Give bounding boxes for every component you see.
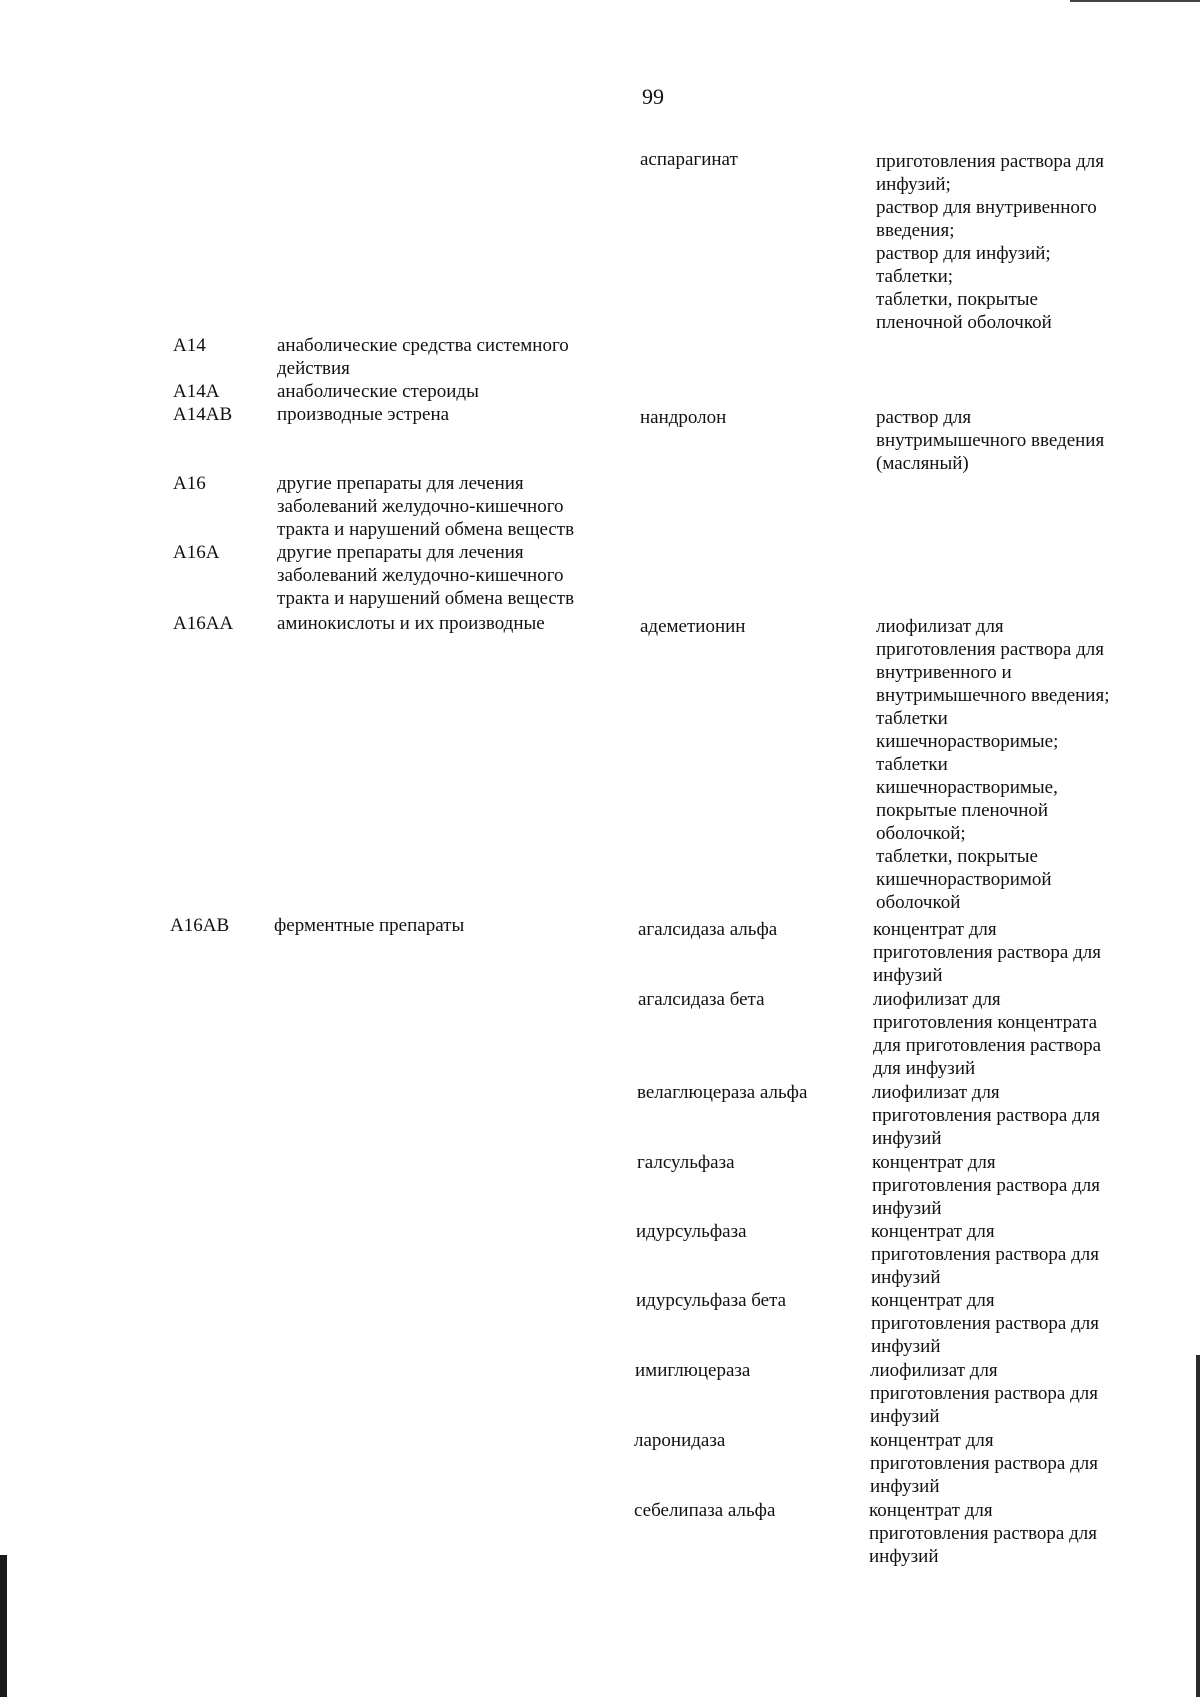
anatomical-group: аминокислоты и их производные: [277, 613, 545, 634]
scan-edge-top: [1070, 0, 1200, 2]
atc-code: A14A: [173, 381, 220, 402]
atc-code: A16: [173, 473, 206, 494]
dosage-form: концентрат для приготовления раствора для инфузий: [871, 1290, 1099, 1357]
atc-code: A16AB: [170, 915, 230, 936]
drug-name: имиглюцераза: [635, 1360, 751, 1381]
dosage-form: приготовления раствора для инфузий; раствор для внутривенного введения; раствор для инфузий; таблетки; таблетки, покрытые пленочной оболочкой: [876, 151, 1104, 333]
dosage-form: концентрат для приготовления раствора для инфузий: [873, 919, 1101, 986]
drug-name: агалсидаза альфа: [638, 919, 778, 940]
dosage-form: лиофилизат для приготовления раствора для внутривенного и внутримышечного введения; таблетки кишечнорастворимые; таблетки кишечнорастворимые, покрытые пленочной оболочкой; таблетки, покрытые кишечнорастворимой оболочкой: [876, 616, 1110, 913]
drug-name: аспарагинат: [640, 149, 738, 170]
scan-edge-left: [0, 1555, 7, 1697]
anatomical-group: производные эстрена: [277, 404, 450, 425]
dosage-form: концентрат для приготовления раствора для инфузий: [872, 1152, 1100, 1219]
drug-name: идурсульфаза: [636, 1221, 747, 1242]
atc-code: A16A: [173, 542, 220, 563]
atc-code: A16AA: [173, 613, 234, 634]
anatomical-group: ферментные препараты: [274, 915, 465, 936]
anatomical-group: другие препараты для лечения заболеваний желудочно-кишечного тракта и нарушений обмена веществ: [277, 473, 575, 540]
drug-name: идурсульфаза бета: [636, 1290, 787, 1311]
dosage-form: концентрат для приготовления раствора для инфузий: [869, 1500, 1097, 1567]
scan-edge-right: [1196, 1355, 1200, 1697]
drug-name: галсульфаза: [637, 1152, 735, 1173]
atc-code: A14: [173, 335, 206, 356]
drug-name: нандролон: [640, 407, 727, 428]
drug-name: ларонидаза: [634, 1430, 726, 1451]
dosage-form: лиофилизат для приготовления концентрата для приготовления раствора для инфузий: [873, 989, 1101, 1079]
atc-code: A14AB: [173, 404, 233, 425]
page-number: 99: [642, 84, 664, 109]
anatomical-group: анаболические средства системного действия: [277, 335, 569, 379]
dosage-form: лиофилизат для приготовления раствора для инфузий: [870, 1360, 1098, 1427]
dosage-form: концентрат для приготовления раствора для инфузий: [870, 1430, 1098, 1497]
dosage-form: концентрат для приготовления раствора для инфузий: [871, 1221, 1099, 1288]
anatomical-group: другие препараты для лечения заболеваний желудочно-кишечного тракта и нарушений обмена веществ: [277, 542, 575, 609]
drug-name: адеметионин: [640, 616, 746, 637]
drug-name: агалсидаза бета: [638, 989, 765, 1010]
drug-name: себелипаза альфа: [634, 1500, 776, 1521]
anatomical-group: анаболические стероиды: [277, 381, 479, 402]
dosage-form: лиофилизат для приготовления раствора для инфузий: [872, 1082, 1100, 1149]
drug-name: велаглюцераза альфа: [637, 1082, 808, 1103]
dosage-form: раствор для внутримышечного введения (масляный): [876, 407, 1105, 474]
